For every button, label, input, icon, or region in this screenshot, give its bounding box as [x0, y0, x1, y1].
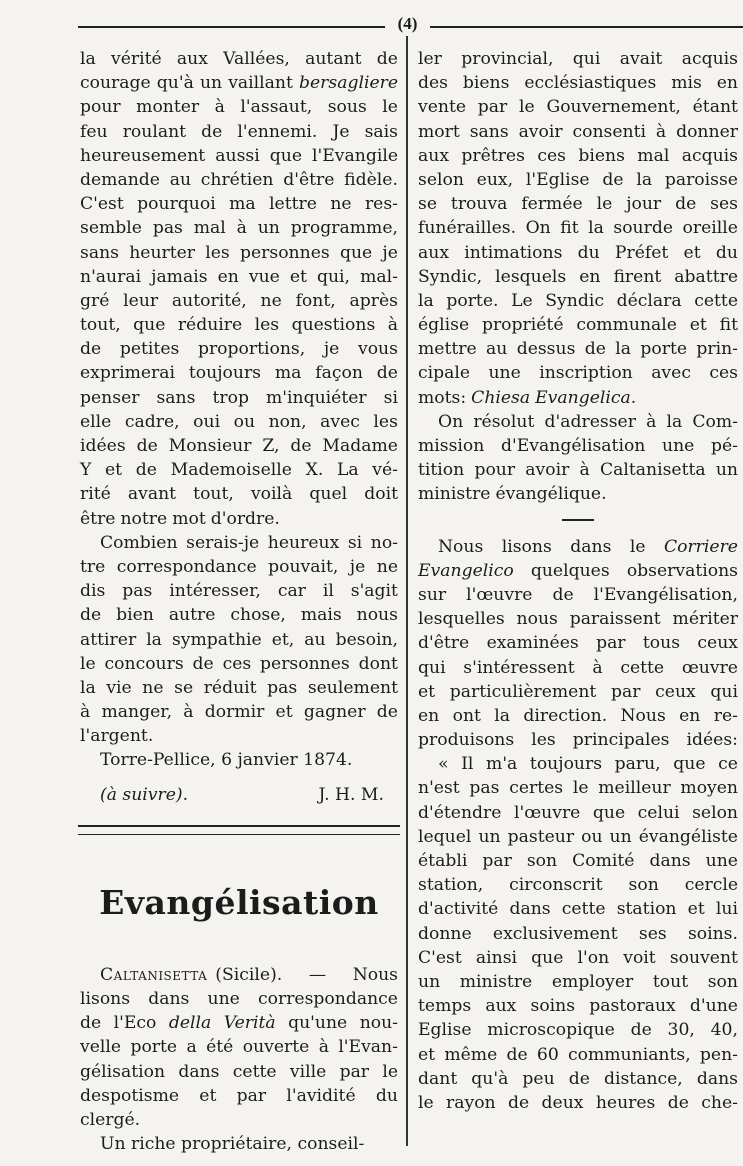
text-line-content: pour monter à l'assaut, sous le: [80, 97, 398, 118]
text-line-content: sur l'œuvre de l'Evangélisation,: [418, 584, 738, 605]
text-line: [80, 458, 398, 482]
text-line: [418, 1067, 738, 1091]
text-line: [80, 71, 398, 95]
text-line: [80, 47, 398, 71]
text-line-content: station, circonscrit son cercle: [418, 875, 738, 896]
text-line: [418, 680, 738, 704]
text-line-content: C'est ainsi que l'on voit souvent: [418, 947, 738, 968]
text-line-content: à manger, à dormir et gagner de: [80, 702, 398, 723]
text-line-content: la porte. Le Syndic déclara cette: [418, 290, 738, 311]
text-line-content: tition pour avoir à Caltanisetta un: [418, 460, 738, 481]
text-line-content: lisons dans une correspondance: [80, 989, 398, 1009]
text-line-content: le rayon de deux heures de che-: [418, 1092, 738, 1113]
text-line: [80, 724, 398, 748]
text-line-content: n'aurai jamais en vue et qui, mal-: [80, 266, 398, 287]
text-line: [418, 535, 738, 559]
text-line-content: exprimerai toujours ma façon de: [80, 363, 398, 384]
text-line-content: l'argent.: [80, 726, 154, 747]
text-line: [80, 531, 398, 555]
text-line-content: heureusement aussi que l'Evangile: [80, 145, 398, 166]
text-line-content: mots: Chiesa Evangelica.: [418, 387, 637, 408]
text-line: [80, 313, 398, 337]
text-line-content: sans heurter les personnes que je: [80, 242, 398, 263]
text-line: [80, 1108, 398, 1132]
page-number: (4): [397, 14, 418, 33]
section-title: Evangélisation: [99, 882, 379, 922]
text-line: [80, 386, 398, 410]
text-line-content: vente par le Gouvernement, étant: [418, 97, 738, 118]
text-line-content: des biens ecclésiastiques mis en: [418, 73, 738, 94]
text-line: [418, 216, 738, 240]
signoff-row: [80, 783, 398, 807]
text-line: [80, 482, 398, 506]
text-line: [418, 313, 738, 337]
text-line-content: C'est pourquoi ma lettre ne res-: [80, 194, 398, 215]
text-line: [80, 676, 398, 700]
text-line: [418, 656, 738, 680]
text-line-content: la vie ne se réduit pas seulement: [80, 677, 398, 698]
text-line: [418, 825, 738, 849]
text-line-content: tre correspondance pouvait, je ne: [80, 556, 398, 577]
text-line-content: On résolut d'adresser à la Com-: [438, 411, 738, 432]
text-line-content: penser sans trop m'inquiéter si: [80, 387, 398, 408]
text-line-content: lesquelles nous paraissent mériter: [418, 609, 738, 630]
text-line: [80, 192, 398, 216]
text-line-content: être notre mot d'ordre.: [80, 508, 280, 529]
caltanisetta-paragraph: [80, 963, 398, 1132]
text-line: [80, 289, 398, 313]
text-line: [80, 579, 398, 603]
text-line-content: mettre au dessus de la porte prin-: [418, 339, 738, 360]
text-line-content: rité avant tout, voilà quel doit: [80, 484, 398, 505]
text-line: [80, 652, 398, 676]
text-line-content: lequel un pasteur ou un évangéliste: [418, 826, 738, 847]
signature: J. H. M.: [318, 784, 384, 805]
text-line: [418, 192, 738, 216]
text-line-content: « Il m'a toujours paru, que ce: [438, 754, 738, 775]
text-line-content: idées de Monsieur Z, de Madame: [80, 436, 398, 456]
text-line-content: et particulièrement par ceux qui: [418, 681, 738, 702]
text-line: [80, 361, 398, 385]
text-line-content: d'être examinées par tous ceux: [418, 633, 738, 654]
place-heading: Caltanisetta: [100, 964, 208, 985]
text-line: [418, 482, 738, 506]
text-line: [418, 168, 738, 192]
to-be-continued: (à suivre).: [100, 784, 189, 805]
text-line: [418, 120, 738, 144]
text-line-content: Eglise microscopique de 30, 40,: [418, 1020, 738, 1041]
text-line: [418, 361, 738, 385]
text-line: [80, 337, 398, 361]
text-line-content: aux prêtres ces biens mal acquis: [418, 145, 738, 166]
text-line-content: courage qu'à un vaillant bersagliere: [80, 73, 398, 94]
caltanisetta-continuation: [418, 47, 738, 410]
dateline: Torre-Pellice, 6 janvier 1874.: [100, 750, 353, 771]
text-line: [418, 801, 738, 825]
text-line: [418, 922, 738, 946]
text-line: [80, 555, 398, 579]
text-line: [418, 897, 738, 921]
text-line: [418, 776, 738, 800]
text-line-content: qui s'intéressent à cette œuvre: [418, 657, 738, 678]
text-line: [418, 1091, 738, 1115]
text-line: [418, 1043, 738, 1067]
text-line-content: Combien serais-je heureux si no-: [100, 532, 398, 553]
text-line-content: le concours de ces personnes dont: [80, 653, 398, 674]
text-line-content: produisons les principales idées:: [418, 730, 738, 751]
quotation-paragraph: [418, 752, 738, 1115]
text-line-content: dant qu'à peu de distance, dans: [418, 1068, 738, 1089]
text-line: [80, 628, 398, 652]
text-line: [80, 144, 398, 168]
letter-paragraph-2: [80, 531, 398, 749]
text-line: [418, 410, 738, 434]
text-line-content: temps aux soins pastoraux d'une: [418, 996, 738, 1017]
text-line: [80, 265, 398, 289]
text-line: [80, 1011, 398, 1035]
text-line: [418, 386, 738, 410]
text-line: [418, 265, 738, 289]
text-line-content: un ministre employer tout son: [418, 971, 738, 992]
short-separator-rule: [562, 519, 594, 521]
text-line: [418, 583, 738, 607]
text-line: [418, 289, 738, 313]
text-line-content: église propriété communale et fit: [418, 315, 738, 336]
text-line: [418, 1018, 738, 1042]
header-rule-right: [430, 26, 743, 28]
text-line: [80, 963, 398, 987]
text-line-content: attirer la sympathie et, au besoin,: [80, 629, 398, 650]
text-line-content: aux intimations du Préfet et du: [418, 242, 738, 263]
text-line-content: clergé.: [80, 1109, 141, 1130]
text-line: [418, 144, 738, 168]
text-line: [80, 987, 398, 1011]
text-line: [80, 434, 398, 458]
text-line-content: Nous lisons dans le Corriere: [438, 536, 738, 557]
text-line-content: mission d'Evangélisation une pé-: [418, 436, 738, 456]
text-line: [418, 873, 738, 897]
text-line: [80, 1060, 398, 1084]
text-line-content: en ont la direction. Nous en re-: [418, 705, 738, 726]
text-line-content: d'activité dans cette station et lui: [418, 899, 738, 920]
text-line-content: cipale une inscription avec ces: [418, 363, 738, 384]
text-line-content: despotisme et par l'avidité du: [80, 1085, 398, 1106]
text-line-content: de bien autre chose, mais nous: [80, 605, 398, 626]
text-line: [418, 71, 738, 95]
text-line: [80, 410, 398, 434]
text-line: [418, 337, 738, 361]
text-line-content: d'étendre l'œuvre que celui selon: [418, 802, 738, 823]
text-line: [80, 95, 398, 119]
text-line: [80, 507, 398, 531]
text-line: [80, 241, 398, 265]
text-line-content: la vérité aux Vallées, autant de: [80, 49, 398, 69]
text-line: [418, 970, 738, 994]
text-line-content: de l'Eco della Verità qu'une nou-: [80, 1013, 398, 1034]
letter-paragraph-1: [80, 47, 398, 531]
text-line: [418, 241, 738, 265]
riche-line: Un riche propriétaire, conseil-: [100, 1134, 365, 1155]
corriere-paragraph: [418, 535, 738, 753]
left-column: [80, 47, 398, 1156]
text-line: [418, 631, 738, 655]
text-line: [418, 849, 738, 873]
text-line: [80, 700, 398, 724]
text-line-content: elle cadre, oui ou non, avec les: [80, 411, 398, 432]
text-line: [80, 168, 398, 192]
text-line-content: tout, que réduire les questions à: [80, 315, 398, 336]
text-line: [418, 752, 738, 776]
text-line-content: et même de 60 communiants, pen-: [418, 1044, 738, 1065]
text-line: [418, 434, 738, 458]
right-column: [418, 47, 738, 1115]
text-line: [418, 95, 738, 119]
text-line-content: selon eux, l'Eglise de la paroisse: [418, 169, 738, 190]
text-line-content: semble pas mal à un programme,: [80, 218, 398, 239]
text-line-content: funérailles. On fit la sourde oreille: [418, 218, 738, 239]
text-line: [418, 994, 738, 1018]
text-line-content: établi par son Comité dans une: [418, 851, 738, 871]
column-divider: [406, 36, 408, 1146]
text-line-content: Evangelico quelques observations: [418, 560, 738, 581]
text-line-content: n'est pas certes le meilleur moyen: [418, 778, 738, 799]
text-line-content: de petites proportions, je vous: [80, 339, 398, 360]
text-line: [418, 946, 738, 970]
text-line-content: donne exclusivement ses soins.: [418, 923, 738, 944]
text-line-content: ministre évangélique.: [418, 484, 607, 505]
text-line-content: dis pas intéresser, car il s'agit: [80, 581, 398, 602]
section-double-rule: [78, 825, 400, 835]
text-line-content: feu roulant de l'ennemi. Je sais: [80, 121, 398, 142]
text-line-content: mort sans avoir consenti à donner: [418, 121, 738, 142]
text-line-content: gélisation dans cette ville par le: [80, 1061, 398, 1082]
text-line-content: ler provincial, qui avait acquis: [418, 49, 738, 69]
text-line: [80, 1035, 398, 1059]
text-line-content: (Sicile). — Nous: [215, 964, 398, 985]
text-line: [80, 1084, 398, 1108]
text-line: [418, 728, 738, 752]
resolution-paragraph: [418, 410, 738, 507]
text-line-content: gré leur autorité, ne font, après: [80, 290, 398, 311]
text-line-content: demande au chrétien d'être fidèle.: [80, 169, 398, 190]
text-line-content: Syndic, lesquels en firent abattre: [418, 266, 738, 287]
text-line: [80, 120, 398, 144]
text-line: [418, 559, 738, 583]
text-line: [418, 704, 738, 728]
header-rule-left: [78, 26, 385, 28]
text-line: [80, 603, 398, 627]
text-line: [80, 216, 398, 240]
text-line: [418, 47, 738, 71]
text-line-content: se trouva fermée le jour de ses: [418, 194, 738, 215]
text-line: [418, 607, 738, 631]
text-line-content: Y et de Mademoiselle X. La vé-: [80, 460, 398, 481]
text-line: [418, 458, 738, 482]
text-line-content: velle porte a été ouverte à l'Evan-: [80, 1037, 398, 1058]
